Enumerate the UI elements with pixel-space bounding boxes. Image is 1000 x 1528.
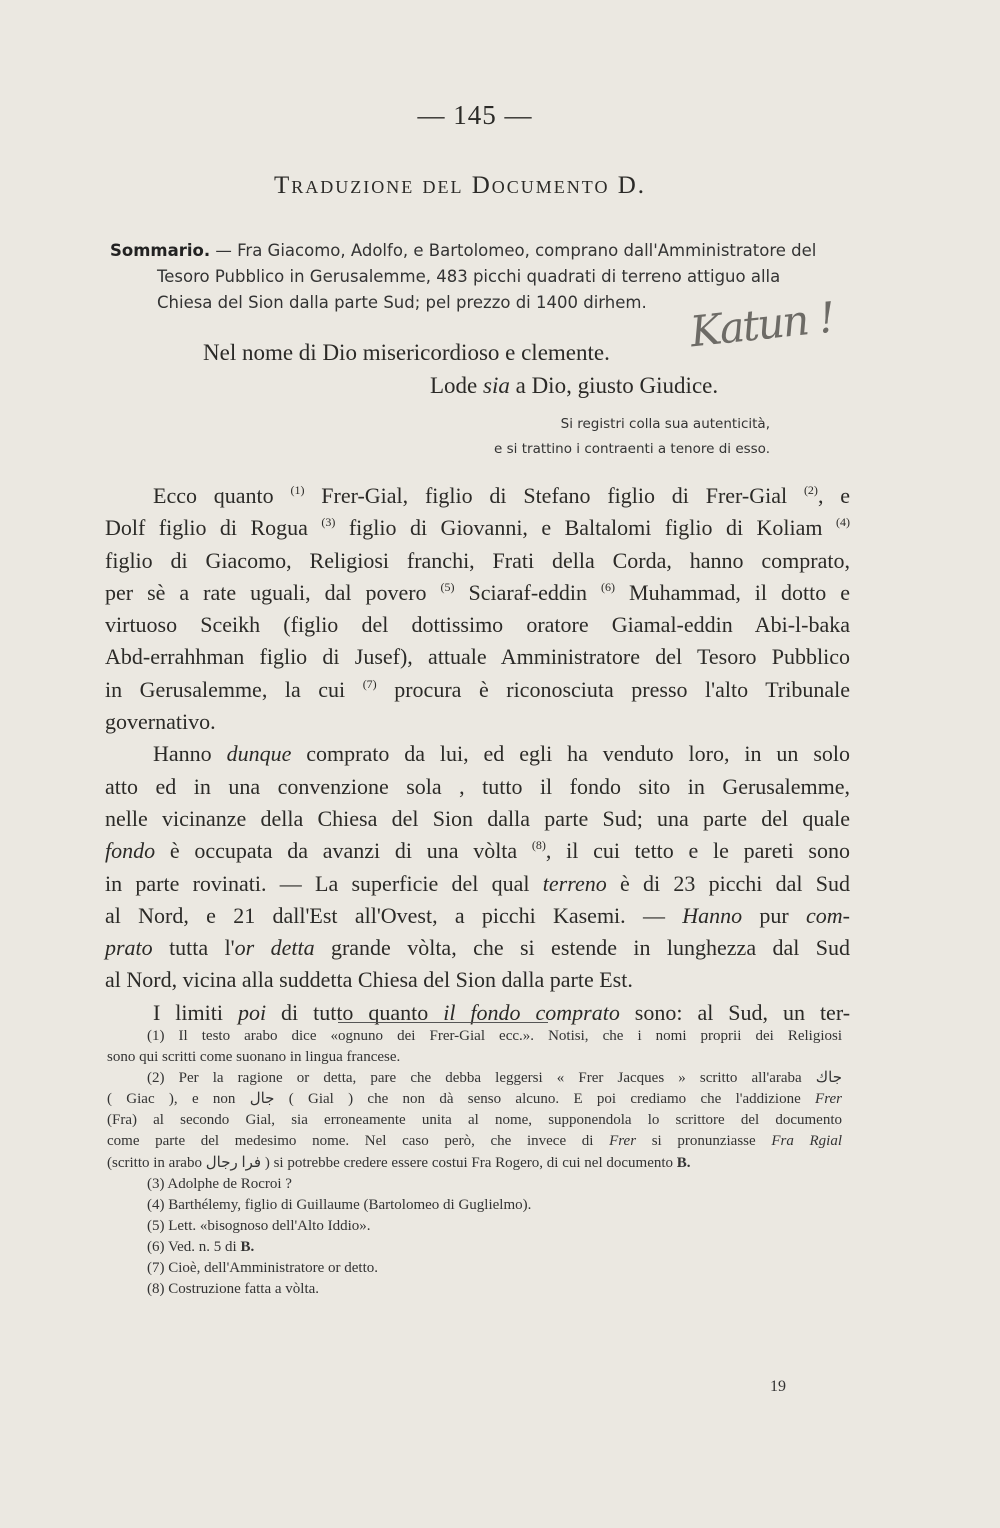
document-title: Traduzione del Documento D.: [273, 172, 647, 199]
footnote-divider: [338, 1022, 548, 1023]
main-text: [105, 480, 850, 1029]
footnote-4: (4) Barthélemy, figlio di Guillaume (Bartolomeo di Guglielmo).: [147, 1196, 532, 1213]
text-line: I limiti poi di tutto quanto il fondo comprato sono: al Sud, un ter-: [153, 999, 851, 1025]
text-line: Abd-errahhman figlio di Jusef), attuale Amministratore del Tesoro Pubblico: [105, 644, 850, 670]
text-line: governativo.: [105, 709, 216, 735]
footnote-ref: (5): [440, 579, 455, 594]
text-line: figlio di Giacomo, Religiosi franchi, Frati della Corda, hanno comprato,: [105, 547, 850, 573]
footnote-ref: (1): [290, 483, 305, 497]
footnote-3: (3) Adolphe de Rocroi ?: [147, 1175, 292, 1192]
footnotes: [107, 1026, 842, 1300]
text-line: in Gerusalemme, la cui $^{(7)}$ procura è riconosciuta presso l'alto Tribunale: [105, 676, 850, 702]
footnote-ref: (2): [803, 483, 818, 497]
handwritten-note: Katun !: [687, 292, 836, 357]
footnote-2-cont: come parte del medesimo nome. Nel caso però, che invece di Frer si pronunziasse Fra Rgial: [107, 1133, 842, 1150]
text-line: al Nord, vicina alla suddetta Chiesa del Sion dalla parte Est.: [105, 967, 633, 993]
registry-note-line-2: e si trattino i contraenti a tenore di esso.: [494, 441, 770, 457]
footnote-2: (2) Per la ragione or detta, pare che debba leggersi « Frer Jacques » scritto all'araba جاك: [147, 1070, 842, 1087]
summary-text-1: — Fra Giacomo, Adolfo, e Bartolomeo, comprano dall'Amministratore del: [210, 241, 817, 260]
invocation-text: Lode: [430, 373, 484, 398]
invocation-text: a Dio, giusto Giudice.: [509, 373, 719, 398]
text-line: per sè a rate uguali, dal povero $^{(5)}$ Sciaraf-eddin $^{(6)}$ Muhammad, il dotto e: [105, 579, 851, 605]
text-line: Hanno dunque comprato da lui, ed egli ha venduto loro, in un solo: [153, 741, 850, 767]
footnote-1-cont: sono qui scritti come suonano in lingua francese.: [107, 1049, 401, 1066]
sheet-number: 19: [770, 1378, 786, 1395]
summary-line-1: [110, 238, 850, 264]
footnote-ref: (8): [531, 838, 546, 853]
text-line: virtuoso Sceikh (figlio del dottissimo oratore Giamal-eddin Abi-l-baka: [105, 612, 850, 638]
text-line: prato tutta l'or detta grande vòlta, che si estende in lunghezza dal Sud: [105, 935, 850, 961]
registry-note-line-1: Si registri colla sua autenticità,: [560, 416, 770, 432]
footnote-2-cont: (Fra) al secondo Gial, sia erroneamente unita al nome, supponendola lo scrittore del documento: [107, 1112, 842, 1129]
page-number: — 145 —: [417, 100, 533, 130]
footnote-2-cont: ( Giac ), e non جال ( Gial ) che non dà senso alcuno. E poi crediamo che l'addizione Frer: [107, 1091, 842, 1108]
invocation-line-1: Nel nome di Dio misericordioso e clemente.: [203, 340, 610, 365]
footnote-ref: (7): [362, 676, 377, 691]
invocation-line-2: [0, 373, 1000, 399]
summary-line-3: Chiesa del Sion dalla parte Sud; pel prezzo di 1400 dirhem.: [157, 293, 647, 312]
footnote-6: (6) Ved. n. 5 di B.: [147, 1238, 255, 1255]
footnote-ref: (6): [601, 579, 616, 594]
footnote-1: (1) Il testo arabo dice «ognuno dei Frer-Gial ecc.». Notisi, che i nomi proprii dei Religiosi: [147, 1028, 842, 1044]
text-line: nelle vicinanze della Chiesa del Sion dalla parte Sud; una parte del quale: [105, 805, 850, 831]
text-line: fondo è occupata da avanzi di una vòlta $^{(8)}$, il cui tetto e le pareti sono: [105, 838, 850, 864]
footnote-8: (8) Costruzione fatta a vòlta.: [147, 1281, 320, 1298]
text-line: al Nord, e 21 dall'Est all'Ovest, a picchi Kasemi. — Hanno pur com-: [105, 902, 850, 928]
summary-line-2: Tesoro Pubblico in Gerusalemme, 483 picchi quadrati di terreno attiguo alla: [157, 267, 781, 286]
invocation-emphasis: sia: [483, 373, 510, 398]
text-line: Ecco quanto $^{(1)}$ Frer-Gial, figlio di Stefano figlio di Frer-Gial $^{(2)}$, e: [153, 483, 851, 508]
text-line: Dolf figlio di Rogua $^{(3)}$ figlio di Giovanni, e Baltalomi figlio di Koliam $^{(4)}$: [105, 515, 850, 541]
text-line: in parte rovinati. — La superficie del qual terreno è di 23 picchi dal Sud: [105, 870, 851, 896]
footnote-7: (7) Cioè, dell'Amministratore or detto.: [147, 1260, 378, 1277]
summary-label: Sommario.: [110, 241, 211, 260]
footnote-2-cont: (scritto in arabo فرا رجال ) si potrebbe credere essere costui Fra Rogero, di cui nel documento B.: [107, 1154, 691, 1171]
footnote-ref: (4): [836, 515, 850, 530]
text-line: atto ed in una convenzione sola , tutto il fondo sito in Gerusalemme,: [105, 773, 850, 799]
footnote-ref: (3): [321, 515, 336, 530]
footnote-5: (5) Lett. «bisognoso dell'Alto Iddio».: [147, 1217, 371, 1234]
